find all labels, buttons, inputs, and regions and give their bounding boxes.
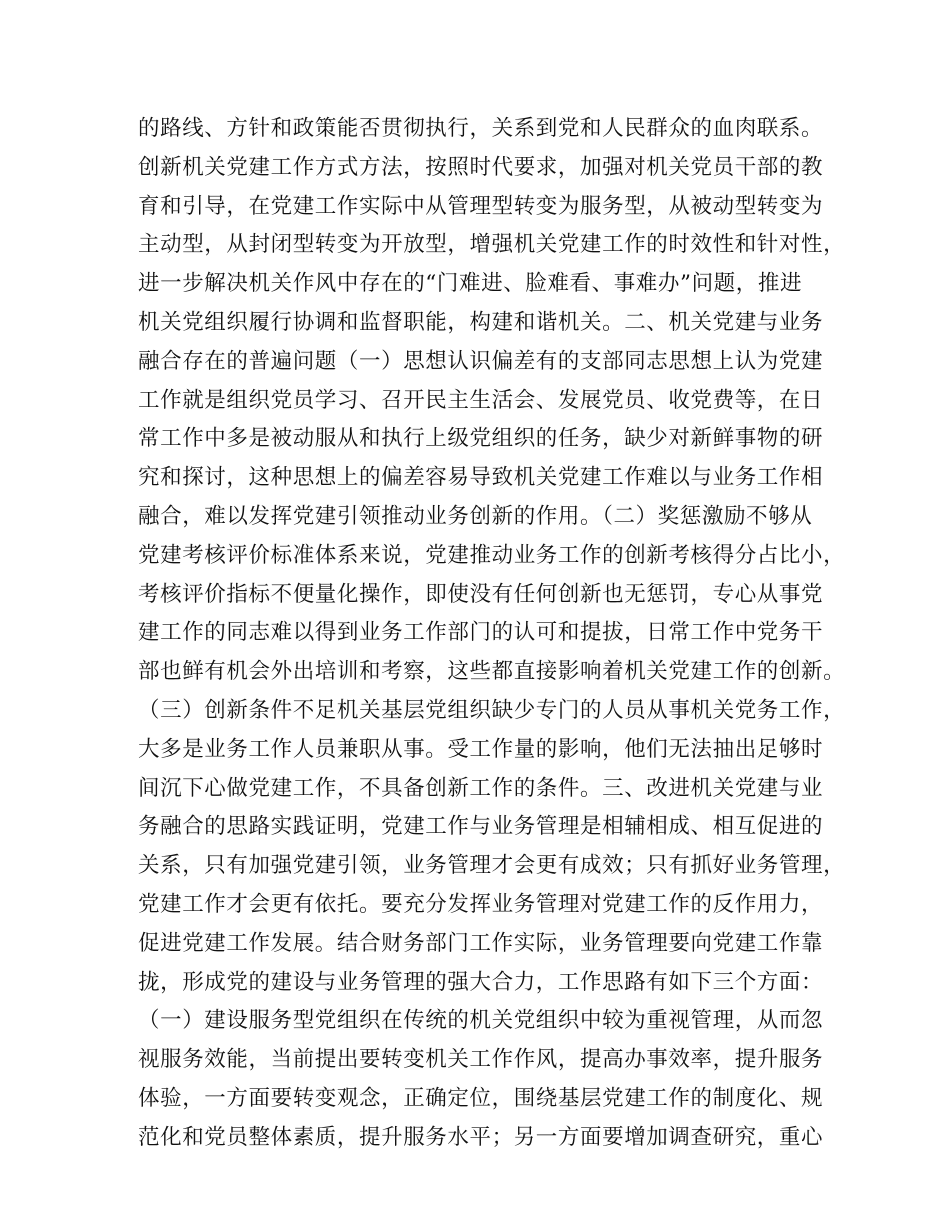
text-line: （一）建设服务型党组织在传统的机关党组织中较为重视管理，从而忽 <box>138 1008 824 1034</box>
text-line: 工作就是组织党员学习、召开民主生活会、发展党员、收党费等，在日 <box>138 387 824 413</box>
text-line: 部也鲜有机会外出培训和考察，这些都直接影响着机关党建工作的创新。 <box>138 659 846 685</box>
text-line: 考核评价指标不便量化操作，即使没有任何创新也无惩罚，专心从事党 <box>138 581 824 607</box>
text-line: 务融合的思路实践证明，党建工作与业务管理是相辅相成、相互促进的 <box>138 814 824 840</box>
text-line: 大多是业务工作人员兼职从事。受工作量的影响，他们无法抽出足够时 <box>138 736 824 762</box>
text-line: 拢，形成党的建设与业务管理的强大合力，工作思路有如下三个方面： <box>138 969 824 995</box>
text-line: 常工作中多是被动服从和执行上级党组织的任务，缺少对新鲜事物的研 <box>138 426 824 452</box>
text-line: 促进党建工作发展。结合财务部门工作实际，业务管理要向党建工作靠 <box>138 930 824 956</box>
text-line: 体验，一方面要转变观念，正确定位，围绕基层党建工作的制度化、规 <box>138 1085 824 1111</box>
text-line: （三）创新条件不足机关基层党组织缺少专门的人员从事机关党务工作， <box>138 697 846 723</box>
text-line: 进一步解决机关作风中存在的“门难进、脸难看、事难办”问题，推进 <box>138 271 803 297</box>
text-line: 的路线、方针和政策能否贯彻执行，关系到党和人民群众的血肉联系。 <box>138 116 824 141</box>
text-line: 育和引导，在党建工作实际中从管理型转变为服务型，从被动型转变为 <box>138 193 824 219</box>
text-line: 建工作的同志难以得到业务工作部门的认可和提拔，日常工作中党务干 <box>138 620 824 646</box>
text-line: 视服务效能，当前提出要转变机关工作作风，提高办事效率，提升服务 <box>138 1047 824 1073</box>
text-line: 融合存在的普遍问题（一）思想认识偏差有的支部同志思想上认为党建 <box>138 348 824 374</box>
text-line: 机关党组织履行协调和监督职能，构建和谐机关。二、机关党建与业务 <box>138 309 824 335</box>
text-line: 范化和党员整体素质，提升服务水平；另一方面要增加调查研究，重心 <box>138 1124 824 1150</box>
text-line: 党建考核评价标准体系来说，党建推动业务工作的创新考核得分占比小， <box>138 542 846 568</box>
text-line: 间沉下心做党建工作，不具备创新工作的条件。三、改进机关党建与业 <box>138 775 824 801</box>
body-text <box>138 110 846 1158</box>
text-line: 主动型，从封闭型转变为开放型，增强机关党建工作的时效性和针对性， <box>138 232 846 258</box>
text-line: 关系，只有加强党建引领，业务管理才会更有成效；只有抓好业务管理， <box>138 853 846 879</box>
text-line: 创新机关党建工作方式方法，按照时代要求，加强对机关党员干部的教 <box>138 154 824 180</box>
text-line: 究和探讨，这种思想上的偏差容易导致机关党建工作难以与业务工作相 <box>138 465 824 491</box>
text-line: 融合，难以发挥党建引领推动业务创新的作用。（二）奖惩激励不够从 <box>138 503 813 529</box>
text-line: 党建工作才会更有依托。要充分发挥业务管理对党建工作的反作用力， <box>138 891 824 917</box>
